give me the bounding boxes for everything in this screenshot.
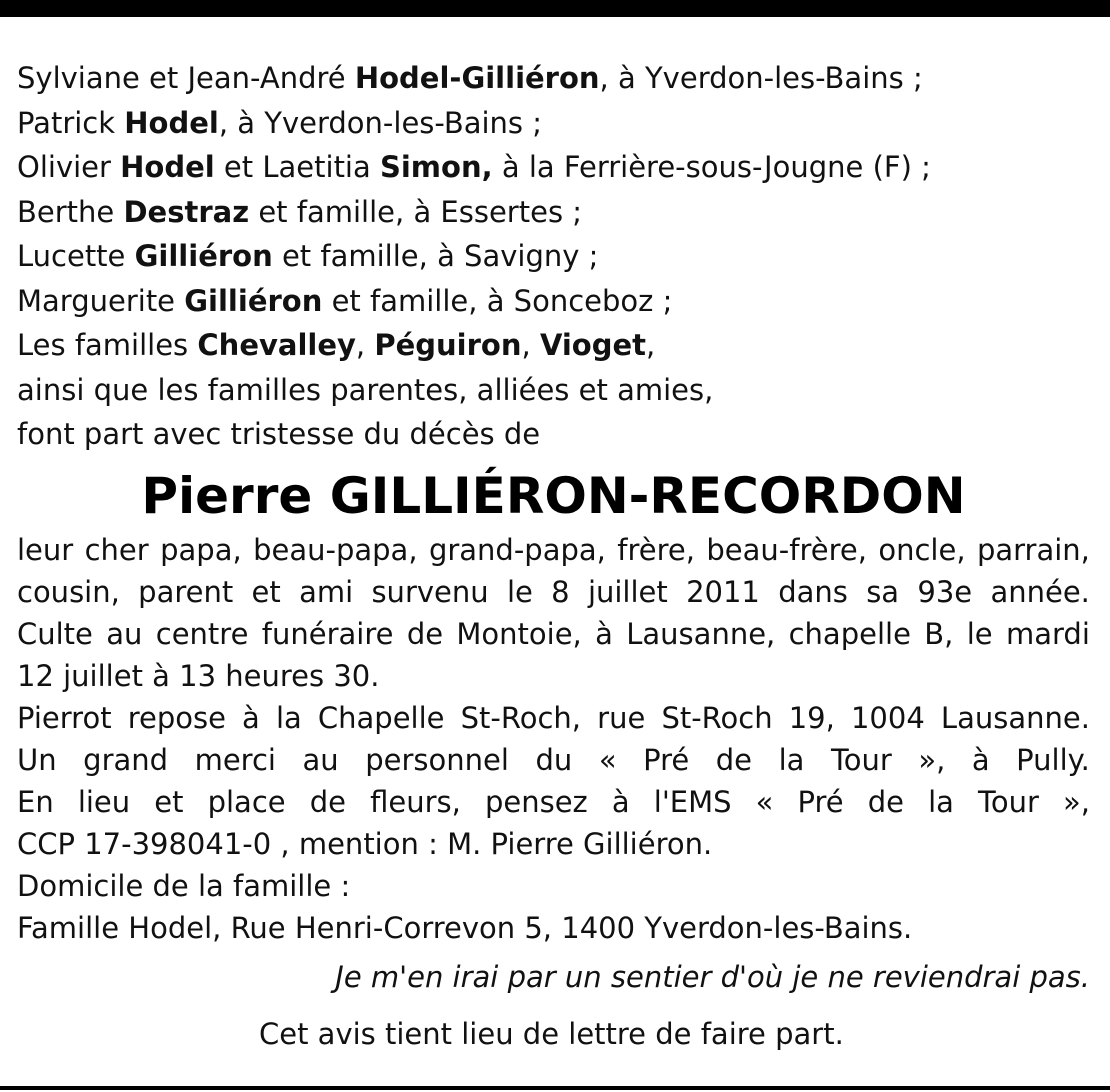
body-word: la [928, 784, 954, 819]
body-word: de [715, 742, 753, 777]
body-word: au [302, 742, 339, 777]
body-word: rue [597, 700, 646, 735]
body-word: Pré [797, 784, 844, 819]
family-line [17, 323, 1090, 368]
family-line [17, 101, 1090, 146]
body-word: 93e [917, 574, 973, 609]
body-word: papa, [160, 532, 242, 567]
family-surname: Hodel-Gilliéron [354, 61, 600, 95]
body-word: funéraire [261, 616, 394, 651]
body-word: à [242, 700, 260, 735]
body-word: mardi [1005, 616, 1090, 651]
body-word: 19, [788, 700, 835, 735]
intro-line-relatives: ainsi que les familles parentes, alliées et amies, [17, 372, 714, 407]
epitaph-quote: Je m'en irai par un sentier d'où je ne reviendrai pas. [335, 959, 1090, 994]
family-line [17, 279, 1090, 324]
body-line [17, 739, 1090, 781]
body-line: Domicile de la famille : [17, 868, 351, 903]
body-line: Famille Hodel, Rue Henri-Correvon 5, 1400 Yverdon-les-Bains. [17, 910, 913, 945]
family-line-text: Les familles [17, 328, 198, 362]
body-word: Pré [643, 742, 690, 777]
body-word: lieu [77, 784, 131, 819]
body-word: Lausanne, [626, 616, 776, 651]
body-word: ami [299, 574, 354, 609]
body-word: à [595, 616, 613, 651]
body-word: pensez [484, 784, 588, 819]
body-word: Tour [978, 784, 1039, 819]
family-line [17, 234, 1090, 279]
body-line [17, 781, 1090, 823]
body-word: chapelle [788, 616, 911, 651]
body-line: CCP 17-398041-0 , mention : M. Pierre Gilliéron. [17, 826, 713, 861]
family-line [17, 145, 1090, 190]
family-line-text: , à Yverdon-les-Bains ; [218, 105, 543, 140]
family-surname: Péguiron [374, 328, 522, 362]
body-word: sa [866, 574, 900, 609]
body-word: à [611, 784, 630, 819]
body-word: de [867, 784, 904, 819]
body-word: Un [17, 742, 57, 777]
body-word: cher [84, 532, 149, 567]
intro-line-announcement: font part avec tristesse du décès de [17, 417, 541, 451]
family-line-text: et famille, à Essertes ; [249, 194, 583, 229]
body-word: 1004 [850, 700, 925, 735]
body-word: fleurs, [370, 784, 461, 819]
body-word: parrain, [976, 532, 1090, 567]
body-word: dans [778, 574, 848, 609]
family-line-text: Patrick [17, 105, 125, 140]
family-line [17, 190, 1090, 235]
notice-body [17, 529, 1090, 949]
body-word: Chapelle [317, 700, 445, 735]
body-line [17, 613, 1090, 655]
body-line [17, 529, 1090, 571]
body-word: 2011 [686, 574, 760, 609]
body-word: », [918, 742, 946, 777]
body-word: Pully. [1016, 742, 1090, 777]
body-word: Culte [17, 616, 93, 651]
body-word: juillet [587, 574, 668, 609]
body-word: », [1063, 784, 1090, 819]
body-word: St-Roch [661, 700, 773, 735]
family-surname: Vioget [539, 328, 647, 362]
body-word: du [535, 742, 573, 777]
deceased-name: Pierre GILLIÉRON-RECORDON [141, 466, 966, 525]
body-word: la [275, 700, 302, 735]
body-word: oncle, [878, 532, 966, 567]
body-word: merci [194, 742, 276, 777]
closing-statement: Cet avis tient lieu de lettre de faire part. [259, 1016, 844, 1051]
family-surname: Gilliéron [184, 283, 323, 318]
body-word: au [106, 616, 143, 651]
family-line-text: et Laetitia [214, 150, 380, 184]
family-line-text: , [646, 328, 656, 362]
body-word: grand [83, 742, 169, 777]
family-line-text: et famille, à Savigny ; [272, 239, 599, 273]
body-word: Tour [830, 742, 892, 777]
body-word: personnel [365, 742, 509, 777]
family-line-text: , à Yverdon-les-Bains ; [599, 61, 923, 95]
family-line-text: , [355, 328, 375, 362]
body-word: survenu [371, 574, 489, 609]
body-word: Montoie, [456, 616, 582, 651]
body-word: En [17, 784, 54, 819]
body-word: leur [17, 532, 74, 567]
body-word: année. [990, 574, 1090, 609]
body-word: St-Roch, [460, 700, 582, 735]
body-word: Pierrot [17, 700, 112, 735]
body-word: le [506, 574, 533, 609]
family-surname: Hodel [120, 150, 215, 184]
family-line-text: Marguerite [17, 283, 185, 318]
body-word: frère, [617, 532, 695, 567]
body-word: et [154, 784, 184, 819]
body-word: de [406, 616, 444, 651]
body-line [17, 697, 1090, 739]
body-word: « [755, 784, 774, 819]
top-border-rule [0, 0, 1110, 17]
body-word: B, [924, 616, 954, 651]
family-list [17, 56, 1090, 368]
family-line-text: , [521, 328, 540, 362]
family-line-text: et famille, à Sonceboz ; [322, 283, 673, 318]
body-word: 8 [551, 574, 570, 609]
body-word: et [251, 574, 281, 609]
family-surname: Chevalley [197, 328, 356, 362]
family-line-text: Sylviane et Jean-André [17, 61, 355, 95]
family-surname: Hodel [124, 105, 219, 140]
body-word: grand-papa, [428, 532, 606, 567]
body-word: la [778, 742, 805, 777]
body-word: place [207, 784, 286, 819]
body-word: cousin, [17, 574, 120, 609]
family-line [17, 56, 1090, 101]
body-word: de [309, 784, 346, 819]
family-line-text: Lucette [17, 239, 135, 273]
family-surname: Gilliéron [134, 239, 273, 273]
body-word: repose [127, 700, 226, 735]
body-line [17, 571, 1090, 613]
body-word: à [971, 742, 990, 777]
body-word: Lausanne. [940, 700, 1090, 735]
body-line: 12 juillet à 13 heures 30. [17, 658, 380, 693]
family-surname: Simon, [379, 150, 493, 184]
family-line-text: Olivier [17, 150, 121, 184]
bottom-border-rule [0, 1086, 1110, 1090]
body-word: parent [138, 574, 234, 609]
family-surname: Destraz [123, 194, 250, 229]
body-word: beau-frère, [706, 532, 867, 567]
body-word: « [598, 742, 617, 777]
family-line-text: Berthe [17, 194, 124, 229]
family-line-text: à la Ferrière-sous-Jougne (F) ; [492, 150, 931, 184]
body-word: centre [155, 616, 249, 651]
death-notice [17, 56, 1090, 1065]
body-word: l'EMS [653, 784, 732, 819]
body-word: beau-papa, [253, 532, 418, 567]
body-word: le [966, 616, 993, 651]
